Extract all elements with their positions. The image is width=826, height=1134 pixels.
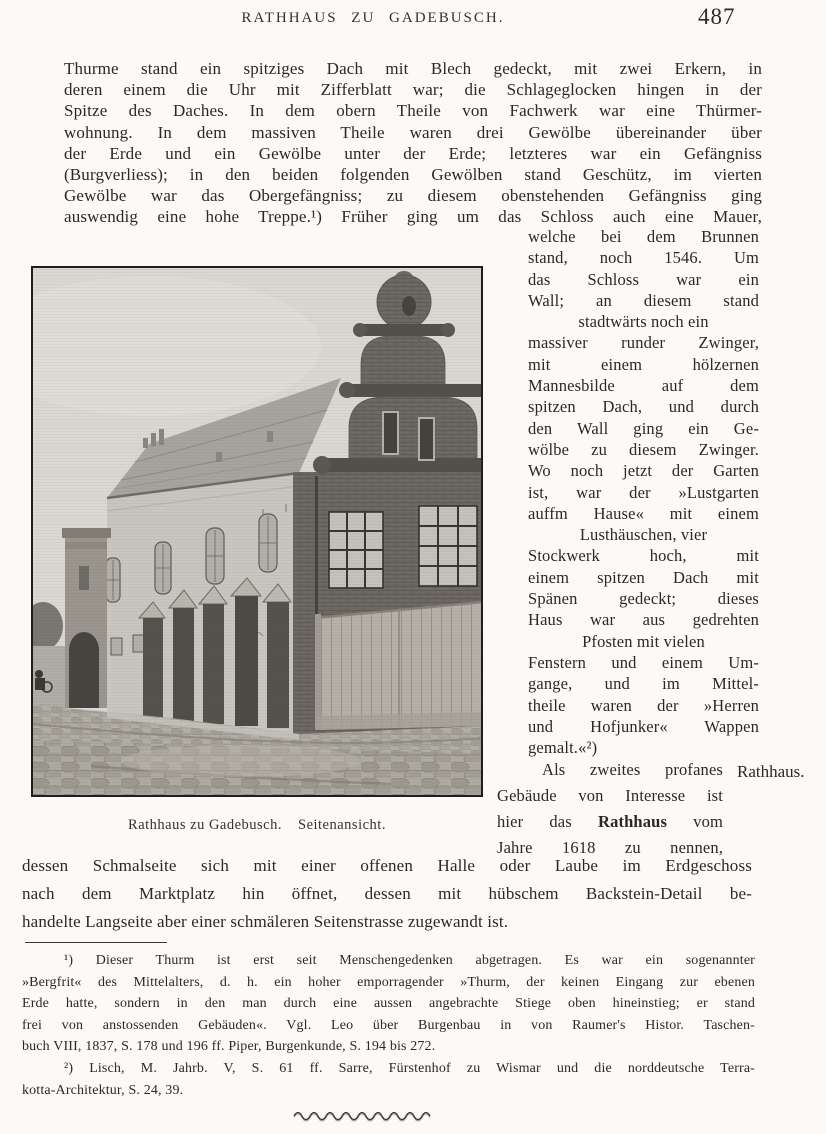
text-line: »Bergfrit« des Mittelalters, d. h. ein hoher emporragender »Thurm, der keinen Eingang zur ebenen <box>22 974 755 990</box>
text-line: Mannesbilde auf dem <box>528 376 759 396</box>
paragraph-bottom <box>22 852 752 936</box>
caption-text: Seitenansicht. <box>298 817 386 833</box>
text-line: deren einem die Uhr mit Zifferblatt war; die Schlageglocken hingen in der <box>64 80 762 100</box>
text-line: ist, war der »Lustgarten <box>528 482 759 502</box>
text-line: (Burgverliess); in den beiden folgenden Gewölben stand Geschütz, im vierten <box>64 165 762 185</box>
text-segment: hier das <box>497 812 598 831</box>
bold-term: Rathhaus <box>598 812 668 831</box>
text-line: auswendig eine hohe Treppe.¹) Früher ging um das Schloss auch eine Mauer, <box>64 207 762 227</box>
text-line: mit einem hölzernen <box>528 354 759 374</box>
rathhaus-photograph <box>31 266 483 797</box>
text-line: nach dem Marktplatz hin öffnet, dessen mit hübschem Backstein-Detail be- <box>22 884 752 903</box>
footnote-separator <box>25 942 167 943</box>
end-ornament <box>291 1108 441 1122</box>
margin-note: Rathhaus. <box>737 762 805 781</box>
text-line: welche bei dem Brunnen <box>528 227 759 246</box>
text-line: Spänen gedeckt; dieses <box>528 589 759 609</box>
photo-illustration <box>31 266 483 797</box>
text-line: ²) Lisch, M. Jahrb. V, S. 61 ff. Sarre, Fürstenhof zu Wismar und die norddeutsche Terra- <box>64 1061 755 1076</box>
text-line: und Hofjunker« Wappen <box>528 716 759 736</box>
text-line: den Wall ging ein Ge- <box>528 418 759 438</box>
text-line: Jahre 1618 zu nennen, <box>497 838 723 857</box>
text-line: das Schloss war ein <box>528 269 759 289</box>
text-line: dessen Schmalseite sich mit einer offenen Halle oder Laube im Erdgeschoss <box>22 856 752 875</box>
text-line: wohnung. In dem massiven Theile waren drei Gewölbe übereinander über <box>64 122 762 142</box>
text-line: gange, und im Mittel- <box>528 674 759 694</box>
text-line: Lusthäuschen, vier <box>579 525 708 545</box>
text-line: Wo noch jetzt der Garten <box>528 461 759 481</box>
text-line: Gebäude von Interesse ist <box>497 786 723 805</box>
text-line: ¹) Dieser Thurm ist erst seit Menschengedenken abgetragen. Es war ein sogenannter <box>64 953 755 968</box>
text-line: Thurme stand ein spitziges Dach mit Blech gedeckt, mit zwei Erkern, in <box>64 59 762 78</box>
text-line: wölbe zu diesem Zwinger. <box>528 439 759 459</box>
caption-text: Rathhaus zu Gadebusch. <box>128 817 282 833</box>
text-line: spitzen Dach, und durch <box>528 397 759 417</box>
text-line: einem spitzen Dach mit <box>528 567 759 587</box>
text-line: stadtwärts noch ein <box>578 312 709 332</box>
text-line: Spitze des Daches. In dem obern Theile von Fachwerk war eine Thürmer- <box>64 101 762 121</box>
text-line: buch VIII, 1837, S. 178 und 196 ff. Piper, Burgenkunde, S. 194 bis 272. <box>22 1039 436 1054</box>
column-right-paragraph-2 <box>497 757 723 861</box>
wavy-rule-icon <box>291 1108 441 1122</box>
text-line <box>497 809 723 835</box>
footnote-1 <box>22 950 755 1058</box>
text-line: Erde hatte, sondern in den man durch eine aussen angebrachte Stiege oben hineinstieg; er stand <box>22 996 755 1011</box>
text-line: Gewölbe war das Obergefängniss; zu diesem obenstehenden Gefängniss ging <box>64 186 762 206</box>
text-line: Als zweites profanes <box>542 760 723 779</box>
text-line: gemalt.«²) <box>528 738 598 758</box>
text-line: Wall; an diesem stand <box>528 290 759 310</box>
text-line: Stockwerk hoch, mit <box>528 546 759 566</box>
text-line: theile waren der »Herren <box>528 695 759 715</box>
text-line: massiver runder Zwinger, <box>528 333 759 353</box>
column-right <box>528 226 759 758</box>
text-line: auffm Hause« mit einem <box>528 503 759 523</box>
photo-caption <box>31 817 483 834</box>
text-line: frei von anstossenden Gebäuden«. Vgl. Leo über Burgenbau in von Raumer's Histor. Taschen- <box>22 1017 755 1033</box>
text-line: kotta-Architektur, S. 24, 39. <box>22 1082 184 1098</box>
text-line: Pfosten mit vielen <box>582 631 705 651</box>
text-line: stand, noch 1546. Um <box>528 248 759 268</box>
running-header: RATHHAUS ZU GADEBUSCH. <box>241 10 505 26</box>
text-line: der Erde und ein Gewölbe unter der Erde; letzteres war ein Gefängniss <box>64 143 762 163</box>
text-line: Haus war aus gedrehten <box>528 610 759 630</box>
text-segment: vom <box>667 812 723 831</box>
paragraph-top <box>64 58 762 228</box>
footnote-2 <box>22 1058 755 1101</box>
text-line: Fenstern und einem Um- <box>528 652 759 672</box>
text-line: handelte Langseite aber einer schmäleren Seitenstrasse zugewandt ist. <box>22 912 509 931</box>
page-number: 487 <box>698 4 736 29</box>
